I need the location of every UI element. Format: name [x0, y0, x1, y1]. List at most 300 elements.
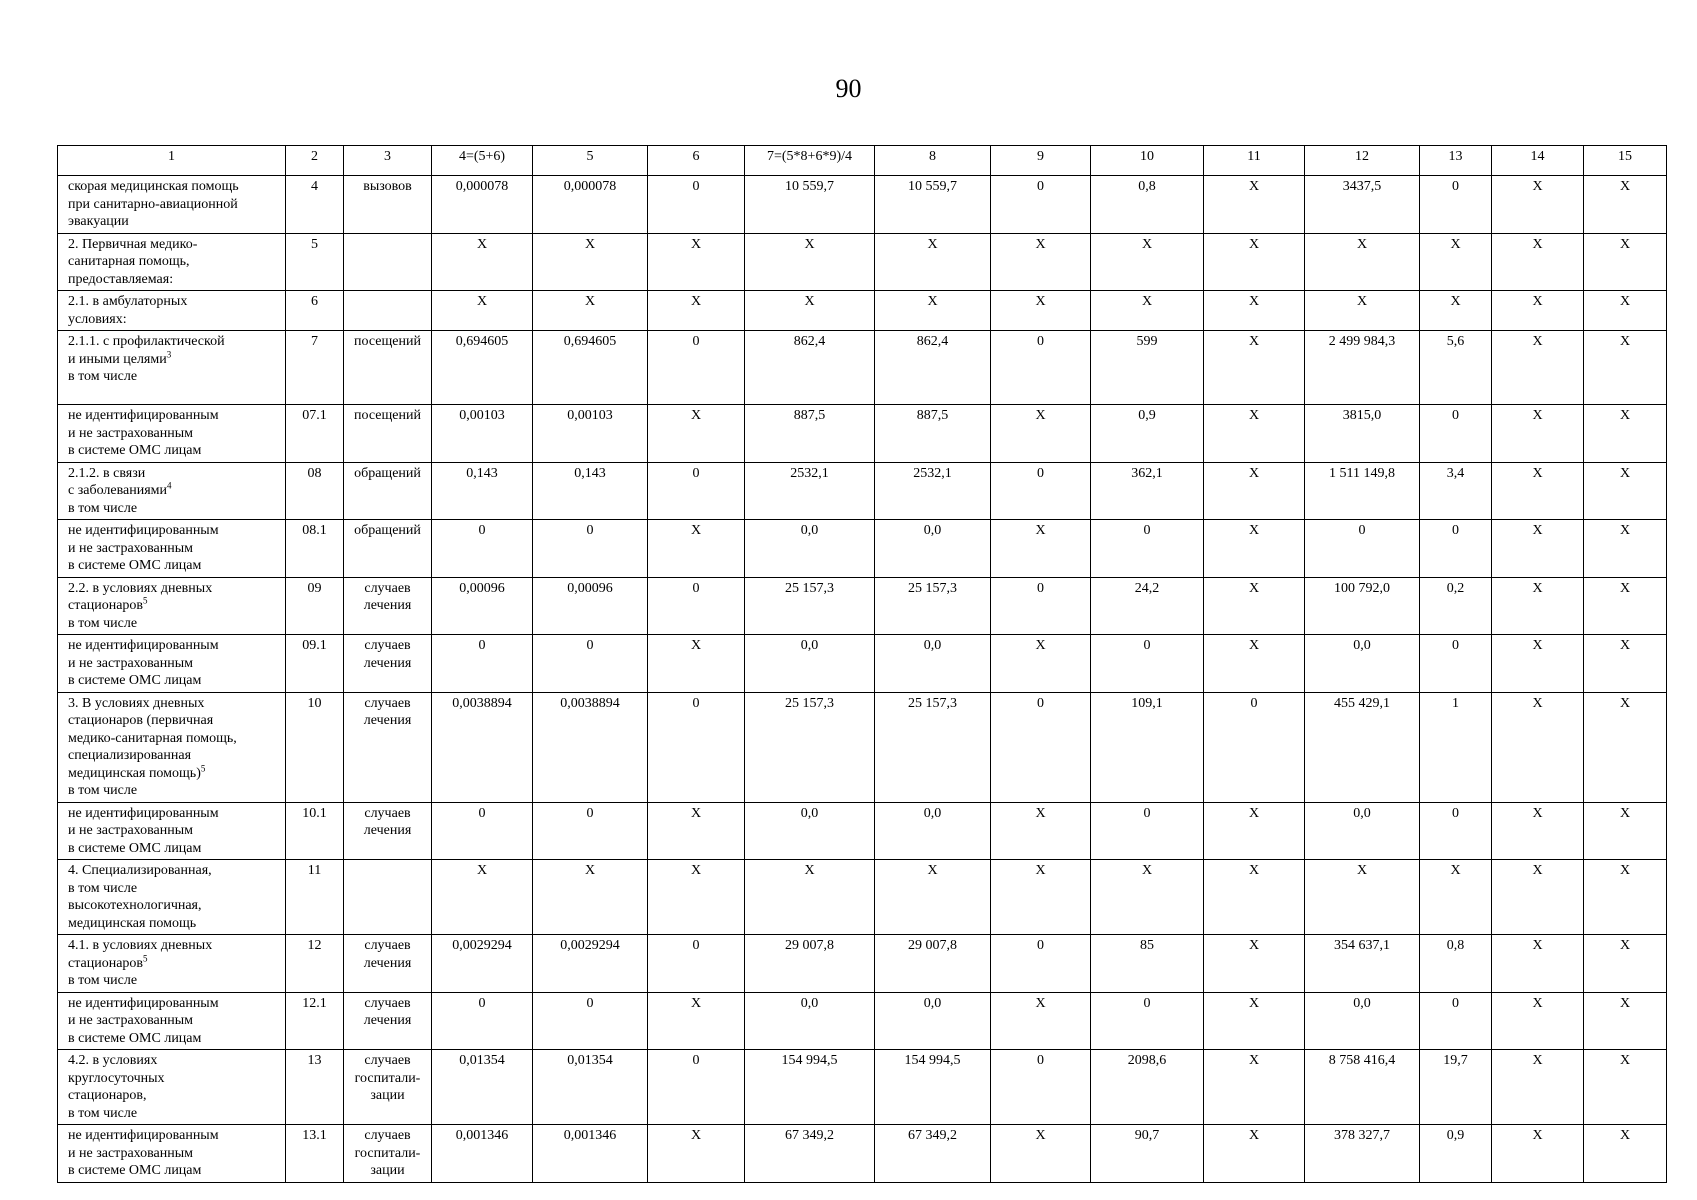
row-name-text: в том числе [68, 615, 138, 631]
table-row [58, 692, 1667, 802]
table-cell: X [1492, 992, 1584, 1050]
row-name-text: и не застрахованным [68, 1013, 194, 1028]
table-cell: X [1584, 935, 1667, 993]
header-cell: 15 [1584, 146, 1667, 176]
row-name-line [68, 271, 282, 289]
table-cell: X [1204, 860, 1305, 935]
table-cell: X [1584, 1050, 1667, 1125]
row-name-cell [58, 331, 286, 405]
table-cell: 862,4 [875, 331, 991, 405]
table-cell: 10 559,7 [745, 176, 875, 234]
table-cell: X [875, 291, 991, 331]
table-cell: 25 157,3 [875, 692, 991, 802]
row-name-text: предоставляемая: [68, 271, 174, 287]
table-cell: X [1204, 1050, 1305, 1125]
table-cell: 0 [1420, 635, 1492, 693]
table-cell: X [991, 802, 1091, 860]
table-cell: 10 559,7 [875, 176, 991, 234]
table-cell: 862,4 [745, 331, 875, 405]
table-cell: X [1584, 992, 1667, 1050]
header-cell: 6 [648, 146, 745, 176]
table-cell: 0,0 [745, 992, 875, 1050]
table-cell: 0,001346 [533, 1125, 648, 1183]
row-name-line [68, 1145, 282, 1163]
table-cell: X [1584, 520, 1667, 578]
row-name-text: стационаров [68, 598, 144, 613]
table-cell: X [745, 233, 875, 291]
table-cell: 10.1 [286, 802, 344, 860]
row-name-line [68, 822, 282, 840]
table-cell: 1 511 149,8 [1305, 462, 1420, 520]
row-name-cell [58, 577, 286, 635]
table-cell: X [991, 860, 1091, 935]
table-cell: X [1492, 692, 1584, 802]
table-cell: X [1305, 860, 1420, 935]
table-cell: 0,143 [533, 462, 648, 520]
table-cell: 109,1 [1091, 692, 1204, 802]
table-cell: X [1584, 331, 1667, 405]
row-name-line [68, 333, 282, 351]
header-cell: 8 [875, 146, 991, 176]
table-cell: X [991, 405, 1091, 463]
table-cell: X [1420, 291, 1492, 331]
footnote-marker: 3 [166, 348, 172, 359]
row-name-text: в том числе [68, 880, 138, 896]
table-cell: 0,143 [432, 462, 533, 520]
header-cell: 10 [1091, 146, 1204, 176]
row-name-cell [58, 405, 286, 463]
table-cell: X [648, 291, 745, 331]
table-cell: 887,5 [745, 405, 875, 463]
table-cell: 19,7 [1420, 1050, 1492, 1125]
table-cell: 13 [286, 1050, 344, 1125]
table-cell: X [648, 405, 745, 463]
table-cell: 0 [991, 331, 1091, 405]
table-cell: вызовов [344, 176, 432, 234]
row-name-line [68, 482, 282, 500]
table-cell: 0 [648, 176, 745, 234]
table-row [58, 176, 1667, 234]
table-cell: 0,00103 [432, 405, 533, 463]
table-cell: 0 [991, 935, 1091, 993]
table-cell: X [1492, 291, 1584, 331]
table-cell: 1 [1420, 692, 1492, 802]
table-cell: X [533, 291, 648, 331]
table-cell: 154 994,5 [875, 1050, 991, 1125]
table-cell: 0 [1420, 802, 1492, 860]
row-name-line [68, 213, 282, 231]
table-cell: случаев госпитали-зации [344, 1125, 432, 1183]
table-cell: X [1492, 635, 1584, 693]
table-cell: 09.1 [286, 635, 344, 693]
table-cell: X [648, 233, 745, 291]
row-name-text: 2.1. в амбулаторных [68, 294, 188, 309]
table-cell: 0,0038894 [533, 692, 648, 802]
table-cell: 0,0 [875, 802, 991, 860]
table-cell: X [1204, 462, 1305, 520]
row-name-text: не идентифицированным [68, 523, 219, 538]
row-name-line [68, 747, 282, 765]
table-cell: 0,0 [875, 992, 991, 1050]
table-cell: X [1204, 992, 1305, 1050]
table-cell: X [1584, 860, 1667, 935]
table-cell: случаев лечения [344, 635, 432, 693]
table-cell: 6 [286, 291, 344, 331]
table-cell: случаев лечения [344, 935, 432, 993]
table-cell: X [1204, 635, 1305, 693]
table-cell: 378 327,7 [1305, 1125, 1420, 1183]
table-cell: X [1204, 405, 1305, 463]
table-cell: X [1584, 291, 1667, 331]
table-cell [344, 233, 432, 291]
row-name-line [68, 655, 282, 673]
table-cell: 0,8 [1420, 935, 1492, 993]
table-cell: X [875, 860, 991, 935]
row-name-text: 4.1. в условиях дневных [68, 938, 213, 953]
row-name-text: стационаров [68, 955, 144, 971]
row-name-line [68, 615, 282, 633]
table-row [58, 577, 1667, 635]
row-name-line [68, 1087, 282, 1105]
row-name-cell [58, 635, 286, 693]
table-cell: X [1305, 233, 1420, 291]
row-name-cell [58, 1125, 286, 1183]
table-cell: 29 007,8 [745, 935, 875, 993]
table-cell: X [1492, 405, 1584, 463]
table-row [58, 860, 1667, 935]
table-cell: X [1584, 405, 1667, 463]
table-cell: 25 157,3 [875, 577, 991, 635]
header-cell: 2 [286, 146, 344, 176]
footnote-marker: 5 [143, 595, 148, 606]
table-cell: X [1492, 462, 1584, 520]
footnote-marker: 5 [143, 952, 148, 963]
table-cell [344, 860, 432, 935]
table-cell: случаев лечения [344, 692, 432, 802]
table-cell: 3437,5 [1305, 176, 1420, 234]
table-cell: посещений [344, 331, 432, 405]
row-name-line [68, 862, 282, 880]
row-name-line [68, 880, 282, 898]
row-name-line [68, 840, 282, 858]
table-cell: X [1492, 1050, 1584, 1125]
row-name-line [68, 442, 282, 460]
table-cell: обращений [344, 462, 432, 520]
row-name-text: 2. Первичная медико- [68, 236, 198, 252]
row-name-line [68, 805, 282, 823]
table-cell: обращений [344, 520, 432, 578]
table-cell: X [533, 860, 648, 935]
row-name-text: в том числе [68, 1105, 138, 1121]
row-name-line [68, 407, 282, 425]
table-cell: X [1584, 462, 1667, 520]
table-cell: X [1204, 802, 1305, 860]
row-name-cell [58, 291, 286, 331]
row-name-line [68, 540, 282, 558]
table-cell: 0 [1091, 802, 1204, 860]
table-cell: 24,2 [1091, 577, 1204, 635]
row-name-text: условиях: [68, 311, 127, 327]
row-name-line [68, 1070, 282, 1088]
table-cell: 0 [991, 692, 1091, 802]
table-cell: 0 [648, 577, 745, 635]
table-cell: 0 [1091, 635, 1204, 693]
row-name-line [68, 522, 282, 540]
row-name-text: в системе ОМС лицам [68, 673, 202, 688]
row-name-text: и не застрахованным [68, 425, 194, 441]
table-cell: 0 [991, 462, 1091, 520]
table-cell: посещений [344, 405, 432, 463]
row-name-text: в системе ОМС лицам [68, 558, 202, 573]
table-row [58, 935, 1667, 993]
table-cell: X [648, 802, 745, 860]
row-name-line [68, 952, 282, 973]
table-row [58, 1125, 1667, 1183]
row-name-text: в системе ОМС лицам [68, 840, 202, 856]
table-cell: X [1204, 233, 1305, 291]
table-cell: X [1492, 860, 1584, 935]
table-cell: 0,0 [1305, 992, 1420, 1050]
table-row [58, 462, 1667, 520]
row-name-line [68, 1105, 282, 1123]
row-name-line [68, 236, 282, 254]
table-cell: 0,0 [745, 635, 875, 693]
table-cell: 0 [648, 935, 745, 993]
row-name-line [68, 465, 282, 483]
table-row [58, 802, 1667, 860]
row-name-text: круглосуточных [68, 1070, 165, 1086]
table-cell: X [432, 860, 533, 935]
table-cell: X [1420, 233, 1492, 291]
table-cell: 0 [991, 176, 1091, 234]
table-cell: X [1584, 577, 1667, 635]
table-cell: 0,0029294 [432, 935, 533, 993]
table-cell: X [1091, 860, 1204, 935]
table-cell: X [1492, 233, 1584, 291]
row-name-text: и не застрахованным [68, 823, 194, 838]
row-name-text: скорая медицинская помощь [68, 179, 239, 194]
table-cell: X [991, 233, 1091, 291]
table-cell: 0 [991, 577, 1091, 635]
table-cell: 08.1 [286, 520, 344, 578]
table-row [58, 520, 1667, 578]
table-cell: 0 [648, 1050, 745, 1125]
table-cell: X [745, 860, 875, 935]
row-name-text: медицинская помощь) [68, 765, 201, 781]
table-cell: X [1204, 1125, 1305, 1183]
table-row [58, 635, 1667, 693]
row-name-text: эвакуации [68, 214, 129, 229]
table-cell: X [648, 635, 745, 693]
table-cell: X [991, 291, 1091, 331]
row-name-text: в том числе [68, 500, 138, 516]
table-cell: 887,5 [875, 405, 991, 463]
table-cell: 09 [286, 577, 344, 635]
row-name-line [68, 712, 282, 730]
row-name-line [68, 368, 282, 386]
row-name-text: не идентифицированным [68, 638, 219, 653]
table-cell: 0 [1420, 992, 1492, 1050]
table-cell: 8 758 416,4 [1305, 1050, 1420, 1125]
row-name-text: при санитарно-авиационной [68, 196, 238, 212]
table-cell: X [1584, 635, 1667, 693]
row-name-line [68, 1052, 282, 1070]
table-cell: 0 [432, 635, 533, 693]
table-row [58, 233, 1667, 291]
table-cell: 3,4 [1420, 462, 1492, 520]
table-cell: 0 [1305, 520, 1420, 578]
table-cell: 0 [1204, 692, 1305, 802]
table-cell: 0 [1420, 520, 1492, 578]
table-cell: 0,0029294 [533, 935, 648, 993]
row-name-cell [58, 520, 286, 578]
row-name-line [68, 1162, 282, 1180]
row-name-cell [58, 233, 286, 291]
table-cell: 2098,6 [1091, 1050, 1204, 1125]
row-name-line [68, 311, 282, 329]
row-name-text: 2.1.1. с профилактической [68, 334, 225, 349]
row-name-text: стационаров, [68, 1088, 147, 1103]
table-cell: 11 [286, 860, 344, 935]
table-cell: 100 792,0 [1305, 577, 1420, 635]
table-cell: 12.1 [286, 992, 344, 1050]
table-cell: X [1204, 935, 1305, 993]
table-cell: X [1492, 520, 1584, 578]
table-cell: 0,9 [1420, 1125, 1492, 1183]
row-name-text: в том числе [68, 369, 138, 384]
table-cell: X [648, 1125, 745, 1183]
header-cell: 13 [1420, 146, 1492, 176]
row-name-line [68, 178, 282, 196]
table-cell: X [1584, 802, 1667, 860]
table-row [58, 331, 1667, 405]
table-cell: 0 [1091, 520, 1204, 578]
table-cell: X [1091, 291, 1204, 331]
header-cell: 3 [344, 146, 432, 176]
table-cell: 0 [648, 462, 745, 520]
table-cell: X [745, 291, 875, 331]
table-cell: 0 [1091, 992, 1204, 1050]
header-cell: 12 [1305, 146, 1420, 176]
table-row [58, 1050, 1667, 1125]
row-name-cell [58, 176, 286, 234]
row-name-text: стационаров (первичная [68, 713, 214, 728]
table-cell: X [1492, 176, 1584, 234]
table-cell: 0,0 [1305, 802, 1420, 860]
row-name-text: санитарная помощь, [68, 254, 190, 269]
row-name-line [68, 937, 282, 955]
table-cell: X [648, 520, 745, 578]
table-cell: 0,01354 [432, 1050, 533, 1125]
row-name-cell [58, 860, 286, 935]
table-cell: 07.1 [286, 405, 344, 463]
table-cell: 5,6 [1420, 331, 1492, 405]
table-cell: 3815,0 [1305, 405, 1420, 463]
table-cell: 0,0 [875, 520, 991, 578]
table-cell: 0,0 [1305, 635, 1420, 693]
row-name-text: 2.1.2. в связи [68, 465, 146, 481]
table-cell: 0 [432, 802, 533, 860]
row-name-line [68, 915, 282, 933]
table-cell: X [1584, 692, 1667, 802]
table-cell: X [648, 992, 745, 1050]
table-cell: X [1492, 577, 1584, 635]
row-name-line [68, 348, 282, 369]
header-cell: 14 [1492, 146, 1584, 176]
table-cell: 599 [1091, 331, 1204, 405]
table-cell: 0 [1420, 405, 1492, 463]
table-cell: X [648, 860, 745, 935]
row-name-text: 2.2. в условиях дневных [68, 580, 213, 596]
data-table [57, 145, 1667, 1183]
row-name-line [68, 293, 282, 311]
table-cell: X [991, 1125, 1091, 1183]
table-cell: 0 [533, 802, 648, 860]
row-name-line [68, 597, 282, 615]
row-name-text: медицинская помощь [68, 915, 197, 931]
row-name-line [68, 500, 282, 518]
row-name-text: в системе ОМС лицам [68, 1030, 202, 1046]
table-row [58, 992, 1667, 1050]
table-cell: 354 637,1 [1305, 935, 1420, 993]
table-cell: 0,0 [745, 802, 875, 860]
table-cell: 12 [286, 935, 344, 993]
row-name-text: медико-санитарная помощь, [68, 730, 237, 746]
table-cell: 0 [648, 692, 745, 802]
table-cell: 2532,1 [875, 462, 991, 520]
table-cell: X [1584, 1125, 1667, 1183]
row-name-line [68, 557, 282, 575]
table-cell: X [1492, 802, 1584, 860]
table-cell: 0,00096 [432, 577, 533, 635]
table-cell: 2 499 984,3 [1305, 331, 1420, 405]
row-name-text: не идентифицированным [68, 1128, 219, 1143]
row-name-text: не идентифицированным [68, 805, 219, 821]
table-cell: 0 [432, 520, 533, 578]
row-name-text: в том числе [68, 783, 138, 798]
table-cell: X [1204, 291, 1305, 331]
table-cell: X [1492, 1125, 1584, 1183]
row-name-cell [58, 462, 286, 520]
table-cell: 0 [432, 992, 533, 1050]
row-name-text: в системе ОМС лицам [68, 443, 202, 458]
row-name-cell [58, 992, 286, 1050]
table-cell: 0 [991, 1050, 1091, 1125]
table-cell: X [1204, 176, 1305, 234]
row-name-line [68, 637, 282, 655]
table-cell: 0 [648, 331, 745, 405]
table-cell: 0,00103 [533, 405, 648, 463]
row-name-cell [58, 935, 286, 993]
row-name-line [68, 995, 282, 1013]
row-name-text: 3. В условиях дневных [68, 695, 205, 711]
table-cell: случаев госпитали-зации [344, 1050, 432, 1125]
table-cell: 0,000078 [432, 176, 533, 234]
table-cell: 0,01354 [533, 1050, 648, 1125]
table-cell: X [533, 233, 648, 291]
table-cell: 154 994,5 [745, 1050, 875, 1125]
header-cell: 9 [991, 146, 1091, 176]
row-name-text: в том числе [68, 973, 138, 988]
row-name-line [68, 762, 282, 783]
header-cell: 5 [533, 146, 648, 176]
row-name-line [68, 730, 282, 748]
table-cell: X [991, 635, 1091, 693]
row-name-text: 4. Специализированная, [68, 863, 212, 878]
table-cell: X [1305, 291, 1420, 331]
table-cell: 0,694605 [533, 331, 648, 405]
row-name-line [68, 782, 282, 800]
